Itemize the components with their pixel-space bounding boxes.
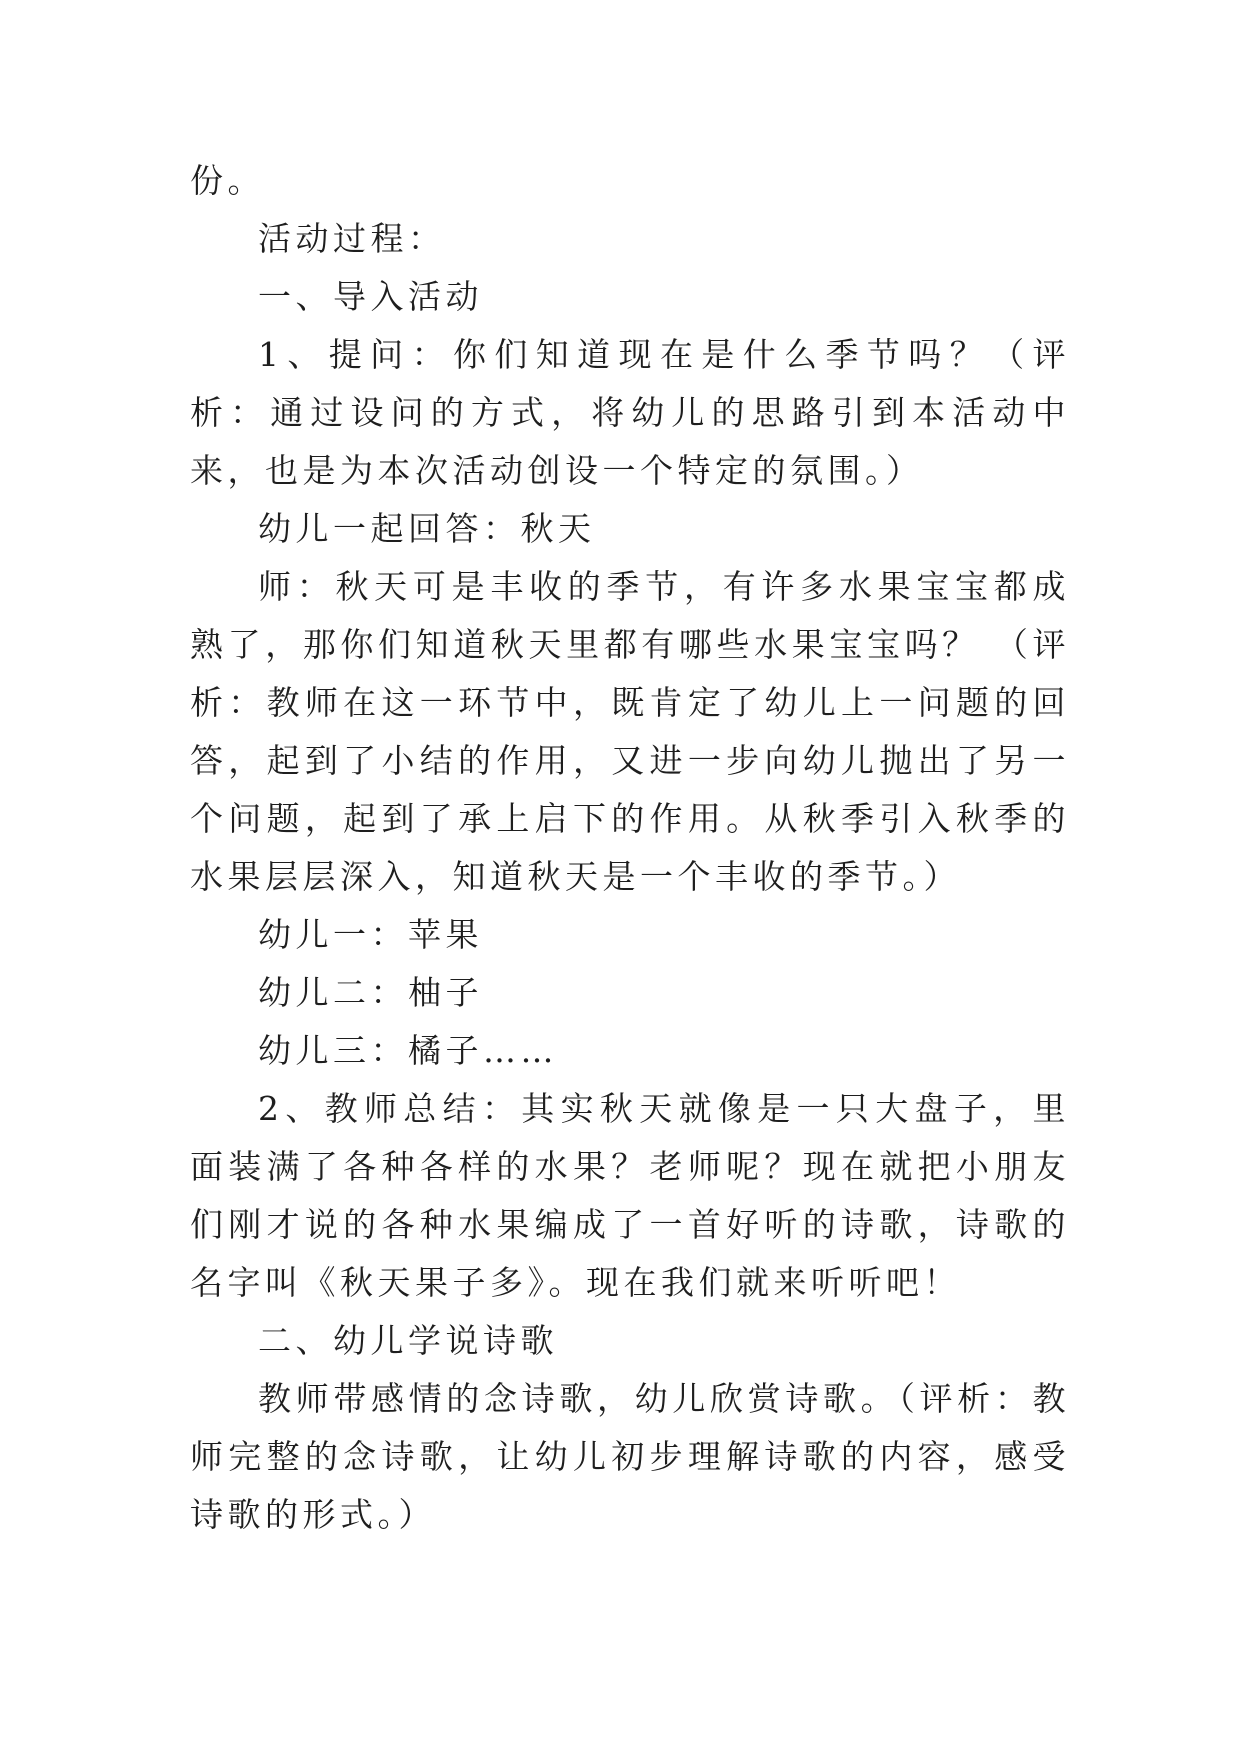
document-body — [190, 152, 1070, 1544]
paragraph-6: 师：秋天可是丰收的季节，有许多水果宝宝都成熟了，那你们知道秋天里都有哪些水果宝宝吗？ （评析：教师在这一环节中，既肯定了幼儿上一问题的回答，起到了小结的作用，又进一步向幼儿抛出了另一个问题，起到了承上启下的作用。从秋季引入秋季的水果层层深入，知道秋天是一个丰收的季节。） — [190, 567, 1070, 896]
paragraph-4: 1、提问：你们知道现在是什么季节吗？（评析：通过设问的方式，将幼儿的思路引到本活动中来，也是为本次活动创设一个特定的氛围。） — [190, 335, 1070, 490]
paragraph-2: 活动过程： — [258, 219, 446, 258]
paragraph-1: 份。 — [190, 161, 265, 200]
paragraph-8: 幼儿二：柚子 — [258, 973, 483, 1012]
paragraph-9: 幼儿三：橘子…… — [258, 1031, 558, 1070]
paragraph-10: 2、教师总结：其实秋天就像是一只大盘子，里面装满了各种各样的水果？老师呢？现在就把小朋友们刚才说的各种水果编成了一首好听的诗歌，诗歌的名字叫《秋天果子多》。现在我们就来听听吧！ — [190, 1089, 1070, 1302]
paragraph-11: 二、幼儿学说诗歌 — [258, 1321, 558, 1360]
paragraph-5: 幼儿一起回答：秋天 — [258, 509, 596, 548]
paragraph-3: 一、导入活动 — [258, 277, 483, 316]
paragraph-12: 教师带感情的念诗歌，幼儿欣赏诗歌。（评析：教师完整的念诗歌，让幼儿初步理解诗歌的内容，感受诗歌的形式。） — [190, 1379, 1070, 1534]
paragraph-7: 幼儿一：苹果 — [258, 915, 483, 954]
